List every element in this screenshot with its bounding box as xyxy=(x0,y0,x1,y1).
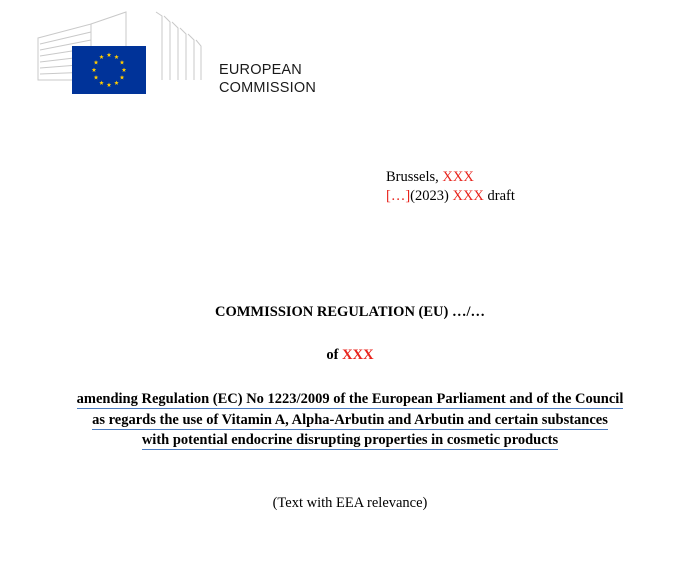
eea-relevance-note: (Text with EEA relevance) xyxy=(272,495,428,511)
date-placeholder: XXX xyxy=(442,169,474,185)
european-commission-logo xyxy=(36,8,206,98)
subject-line-text: amending Regulation (EC) No 1223/2009 of the European Parliament and of the Council xyxy=(76,391,624,407)
organization-name xyxy=(219,61,316,97)
document-subject xyxy=(0,389,700,451)
reference-code: XXX xyxy=(452,188,484,204)
of-date-placeholder: XXX xyxy=(342,347,374,363)
reference-line xyxy=(386,187,515,206)
reference-suffix: draft xyxy=(483,188,515,204)
reference-year: (2023) xyxy=(410,188,453,204)
subject-line xyxy=(0,430,700,451)
place-date-line xyxy=(386,168,515,187)
org-line-1: EUROPEAN xyxy=(219,62,302,78)
subject-line-text: with potential endocrine disrupting properties in cosmetic products xyxy=(141,432,559,448)
subject-line xyxy=(0,389,700,410)
place-and-reference xyxy=(386,168,515,206)
org-line-2: COMMISSION xyxy=(219,80,317,96)
document-date-line xyxy=(0,347,700,364)
of-label: of xyxy=(326,347,343,363)
document-title: COMMISSION REGULATION (EU) …/… xyxy=(214,304,485,320)
subject-line-text: as regards the use of Vitamin A, Alpha-Arbutin and Arbutin and certain substances xyxy=(92,411,608,428)
subject-line xyxy=(0,410,700,431)
eu-flag-building-logo-icon xyxy=(36,8,206,98)
reference-bracket: […] xyxy=(386,188,411,204)
city-label: Brussels, xyxy=(386,169,443,185)
